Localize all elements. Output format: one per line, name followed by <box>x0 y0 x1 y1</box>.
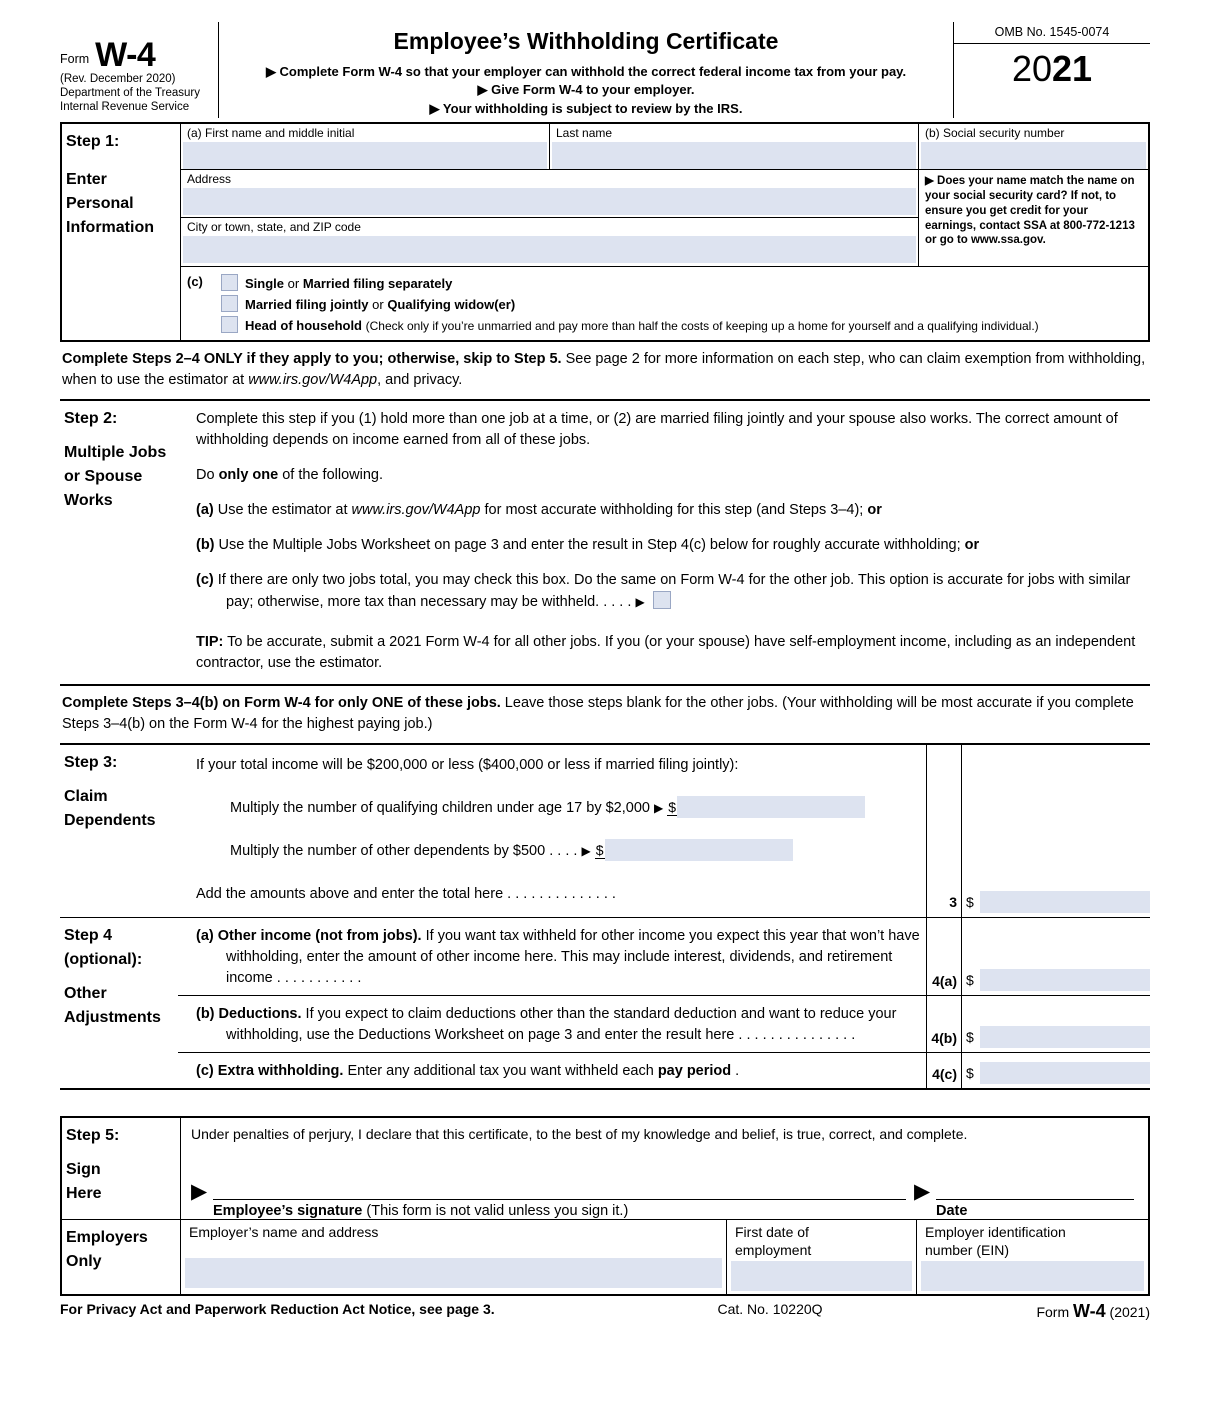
footer-form-id <box>920 1301 1150 1322</box>
ssa-note-text: ▶ Does your name match the name on your social security card? If not, to ensure you get credit for your earnings, contact SSA at 800-772-1213 or go to www.ssa.gov. <box>925 175 1135 247</box>
irs-label: Internal Revenue Service <box>60 101 190 114</box>
step-5-line-2: Sign <box>66 1160 101 1178</box>
step-4b-input[interactable] <box>980 1026 1150 1048</box>
checkbox-married-jointly[interactable] <box>221 295 238 312</box>
step-2-option-a-marker: (a) <box>196 502 214 519</box>
step-3-body <box>178 745 1150 917</box>
step-2-option-b-or: or <box>964 537 980 554</box>
step-2-paragraph-1: Complete this step if you (1) hold more than one job at a time, or (2) are married filing jointly and your spouse also works. The correct amount of withholding depends on income earned from all of these jobs. <box>196 411 1118 449</box>
step-3-line-1-input[interactable] <box>677 796 865 818</box>
filing-status-single-label: Single <box>245 276 285 292</box>
step-2-tip-label: TIP: <box>196 633 224 650</box>
filing-status-single-row <box>221 272 1142 293</box>
form-word-label: Form <box>60 51 90 66</box>
step-5-section <box>60 1118 1150 1220</box>
tax-year-suffix: 21 <box>1052 48 1093 89</box>
step-4c-rest: Enter any additional tax you want withheld each <box>343 1062 658 1079</box>
step-4-line-2: (optional): <box>64 950 143 968</box>
step-1-line-2: Enter <box>66 171 107 189</box>
step-2-option-c <box>196 570 1148 613</box>
step-4c-row-number: 4(c) <box>932 1065 957 1082</box>
step-1-label <box>62 124 180 340</box>
filing-status-jointly-label: Married filing jointly <box>245 297 369 313</box>
header-center-block <box>218 22 954 118</box>
step-3-line-1-text: Multiply the number of qualifying children under age 17 by $2,000 <box>230 799 650 816</box>
date-line[interactable] <box>936 1198 1134 1200</box>
step-4c-bold: Extra withholding. <box>217 1062 344 1079</box>
step-2-tip <box>196 632 1148 674</box>
form-number-label: W-4 <box>95 36 156 74</box>
filing-status-hoh-row <box>221 314 1142 335</box>
step-4-section <box>60 918 1150 1090</box>
city-state-zip-label: City or town, state, and ZIP code <box>187 220 361 235</box>
step-3-intro: If your total income will be $200,000 or less ($400,000 or less if married filing jointly): <box>196 756 739 773</box>
step-2-option-a-or: or <box>867 502 882 519</box>
step-2-option-a <box>196 500 1148 521</box>
ssn-input[interactable] <box>921 142 1146 169</box>
filing-status-hoh-note: (Check only if you’re unmarried and pay more than half the costs of keeping up a home for yourself and a qualifying individual.) <box>365 319 1039 334</box>
privacy-act-notice: For Privacy Act and Paperwork Reduction Act Notice, see page 3. <box>60 1301 495 1318</box>
do-only-one-pre: Do <box>196 467 219 484</box>
first-name-label: (a) First name and middle initial <box>187 126 355 141</box>
checkbox-head-of-household[interactable] <box>221 316 238 333</box>
step-3-line-1-dollar: $ <box>668 798 677 815</box>
step-2-option-b-text: Use the Multiple Jobs Worksheet on page 3 and enter the result in Step 4(c) below for roughly accurate withholding; <box>214 537 965 554</box>
step-3-line-1 <box>230 796 924 819</box>
step-2-option-c-dots: . . . . . <box>595 594 636 611</box>
perjury-statement: Under penalties of perjury, I declare that this certificate, to the best of my knowledge and belief, is true, correct, and complete. <box>191 1125 968 1142</box>
header-right-block <box>954 22 1150 118</box>
signature-line[interactable] <box>213 1198 906 1200</box>
step-3-line-2: Claim <box>64 787 108 805</box>
step-3-row-number: 3 <box>949 893 957 910</box>
step-2-line-3: or Spouse <box>64 468 143 486</box>
ssa-name-match-note <box>919 170 1148 250</box>
step-2-body <box>178 401 1150 683</box>
single-or-word: or <box>284 276 303 292</box>
footer-form-word: Form <box>1036 1304 1073 1321</box>
signature-row <box>191 1179 1142 1220</box>
form-instruction-2: ▶ Give Form W-4 to your employer. <box>477 82 695 98</box>
step-2-title: Step 2: <box>64 410 118 428</box>
filing-status-jointly-row <box>221 293 1142 314</box>
last-name-label: Last name <box>556 126 613 141</box>
step-4c-input[interactable] <box>980 1062 1150 1084</box>
step-2-option-a-post: for most accurate withholding for this step (and Steps 3–4); <box>480 502 868 519</box>
step-4c-bold-2: pay period <box>657 1062 732 1079</box>
step-2-option-a-pre: Use the estimator at <box>213 502 352 519</box>
estimator-url-1[interactable]: www.irs.gov/W4App <box>248 372 378 389</box>
step-2-option-b <box>196 535 1148 556</box>
form-title: Employee’s Withholding Certificate <box>393 28 779 54</box>
steps-3-4b-notice-rest: Leave those steps blank for the other jobs. (Your withholding will be most accurate if you complete Steps 3–4(b) on the Form W-4 for the highest paying job.) <box>62 694 1134 732</box>
step-4b-bold: Deductions. <box>218 1005 302 1022</box>
steps-2-4-notice-tail: , and privacy. <box>377 372 463 389</box>
step-4a-dots: . . . . . . . . . . . <box>272 969 362 986</box>
step-2-option-b-marker: (b) <box>196 537 215 554</box>
steps-3-4b-notice-bold: Complete Steps 3–4(b) on Form W-4 for only ONE of these jobs. <box>62 694 501 711</box>
employers-only-line-2: Only <box>66 1253 102 1271</box>
step-3-total-dollar: $ <box>966 893 974 910</box>
filing-status-marker: (c) <box>187 274 203 290</box>
step-2-section <box>60 401 1150 685</box>
form-revision-label: (Rev. December 2020) <box>60 73 176 85</box>
step-3-total-line <box>196 884 924 905</box>
step-4c-dots: . <box>731 1062 740 1079</box>
filing-status-hoh-label: Head of household <box>245 318 362 334</box>
estimator-url-2[interactable]: www.irs.gov/W4App <box>351 502 481 519</box>
date-field-group[interactable] <box>914 1179 1142 1220</box>
step-5-title: Step 5: <box>66 1126 120 1144</box>
step-3-line-2-dots: . . . . <box>549 842 582 859</box>
signature-note: (This form is not valid unless you sign it.) <box>362 1203 629 1220</box>
step-4a-rest: If you want tax withheld for other income you expect this year that won’t have withholding, enter the amount of other income here. This may include interest, dividends, and retirement income <box>226 927 920 986</box>
employers-only-section <box>60 1220 1150 1296</box>
employer-name-address-input[interactable] <box>185 1258 722 1288</box>
step-5-line-3: Here <box>66 1184 102 1202</box>
step-5-body <box>180 1118 1148 1220</box>
step-2-tip-text: To be accurate, submit a 2021 Form W-4 for all other jobs. If you (or your spouse) have self-employment income, including as an independent contractor, use the estimator. <box>196 633 1136 671</box>
city-state-zip-input[interactable] <box>183 236 916 263</box>
step-3-line-1-arrow: ▶ <box>654 800 664 815</box>
step-1-fields <box>180 124 1148 340</box>
signature-label: Employee’s signature <box>213 1203 363 1220</box>
step-4b-text <box>196 1004 924 1046</box>
do-only-one-post: of the following. <box>278 467 383 484</box>
step-4a-input[interactable] <box>980 969 1150 991</box>
step-4c-text <box>196 1061 924 1082</box>
step-3-label <box>60 745 178 917</box>
signature-arrow-icon: ▶ <box>191 1179 208 1203</box>
employers-only-line-1: Employers <box>66 1229 148 1247</box>
step-4-title: Step 4 <box>64 926 113 944</box>
ein-label-2: number (EIN) <box>925 1241 1010 1258</box>
ssn-label: (b) Social security number <box>925 126 1065 141</box>
steps-2-4-notice-bold: Complete Steps 2–4 ONLY if they apply to you; otherwise, skip to Step 5. <box>62 351 562 368</box>
checkbox-single[interactable] <box>221 274 238 291</box>
step-4b-dots: . . . . . . . . . . . . . . . <box>734 1026 856 1043</box>
first-date-employment-input[interactable] <box>731 1261 912 1291</box>
employers-only-label <box>62 1220 180 1294</box>
filing-status-widow-label: Qualifying widow(er) <box>387 297 516 313</box>
step-4b-dollar: $ <box>966 1028 974 1045</box>
treasury-label: Department of the Treasury <box>60 87 200 100</box>
form-header <box>60 22 1150 124</box>
employers-only-fields <box>180 1220 1148 1294</box>
step-4-line-3: Other <box>64 984 107 1002</box>
step-3-total-input[interactable] <box>980 891 1150 913</box>
step-3-section <box>60 745 1150 918</box>
filing-status-married-sep-label: Married filing separately <box>302 276 453 292</box>
tax-year <box>954 44 1150 90</box>
header-left-block <box>60 22 218 118</box>
first-date-employment-label-1: First date of <box>735 1224 809 1241</box>
step-3-line-2 <box>230 839 924 862</box>
form-instruction-3: ▶ Your withholding is subject to review by the IRS. <box>429 100 743 116</box>
step-3-total-dots: . . . . . . . . . . . . . . <box>507 885 616 902</box>
step-2-line-2: Multiple Jobs <box>64 444 167 462</box>
date-arrow-icon: ▶ <box>914 1179 931 1203</box>
tax-year-prefix: 20 <box>1011 48 1052 89</box>
omb-number: OMB No. 1545-0074 <box>954 22 1150 44</box>
step-2-label <box>60 401 178 683</box>
step-1-section <box>60 124 1150 342</box>
step-4c-dollar: $ <box>966 1064 974 1081</box>
address-input[interactable] <box>183 188 916 215</box>
step-1-line-4: Information <box>66 219 154 237</box>
catalog-number: Cat. No. 10220Q <box>717 1301 823 1318</box>
step-4-label <box>60 918 178 1088</box>
step-5-label <box>62 1118 180 1220</box>
step-3-total-text: Add the amounts above and enter the total here <box>196 885 504 902</box>
employer-name-address-label: Employer’s name and address <box>189 1224 379 1241</box>
step-1-title: Step 1: <box>66 133 120 151</box>
form-footer <box>60 1296 1150 1322</box>
step-4b-row-number: 4(b) <box>931 1029 957 1046</box>
step-4a-row-number: 4(a) <box>932 972 957 989</box>
steps-2-4-notice-rest: See page 2 for more information on each step, who can claim exemption from withholding, when to use the estimator at <box>62 351 1146 389</box>
step-3-line-2-dollar: $ <box>595 841 604 858</box>
step-3-line-2-input[interactable] <box>605 839 793 861</box>
ein-label-1: Employer identification <box>925 1224 1066 1241</box>
jointly-or-word: or <box>368 297 388 313</box>
steps-2-4-notice <box>60 342 1150 401</box>
step-4a-marker: (a) <box>196 927 214 944</box>
step-4-body <box>178 918 1150 1088</box>
address-label: Address <box>187 172 232 187</box>
checkbox-two-jobs-total[interactable] <box>653 591 671 609</box>
step-2-line-4: Works <box>64 492 113 510</box>
footer-form-number: W-4 <box>1073 1301 1106 1322</box>
date-label: Date <box>936 1203 968 1220</box>
step-4a-text <box>196 926 924 989</box>
step-4b-marker: (b) <box>196 1005 215 1022</box>
signature-field-group[interactable] <box>191 1179 914 1220</box>
first-date-employment-label-2: employment <box>735 1241 812 1258</box>
step-3-title: Step 3: <box>64 753 118 771</box>
step-3-line-2-text: Multiply the number of other dependents by $500 <box>230 842 546 859</box>
step-4-line-4: Adjustments <box>64 1008 161 1026</box>
step-4a-bold: Other income (not from jobs). <box>217 927 422 944</box>
step-2-option-c-arrow: ▶ <box>635 595 645 610</box>
do-only-one-bold: only one <box>218 467 279 484</box>
last-name-input[interactable] <box>552 142 916 169</box>
step-3-line-3: Dependents <box>64 811 156 829</box>
step-1-line-3: Personal <box>66 195 134 213</box>
step-4b-rest: If you expect to claim deductions other than the standard deduction and want to reduce your withholding, use the Deductions Worksheet on page 3 and enter the result here <box>226 1005 897 1043</box>
steps-3-4b-notice <box>60 686 1150 745</box>
ein-input[interactable] <box>921 1261 1144 1291</box>
step-4a-dollar: $ <box>966 971 974 988</box>
step-2-option-c-text: If there are only two jobs total, you may check this box. Do the same on Form W-4 for the other job. This option is accurate for jobs with similar pay; otherwise, more tax than necessary may be withheld <box>213 572 1131 611</box>
first-name-input[interactable] <box>183 142 547 169</box>
footer-form-year: (2021) <box>1105 1304 1150 1321</box>
step-2-paragraph-2 <box>196 465 1148 486</box>
step-3-line-2-arrow: ▶ <box>581 843 591 858</box>
step-2-option-c-marker: (c) <box>196 572 214 589</box>
step-4c-marker: (c) <box>196 1062 214 1079</box>
form-instruction-1: ▶ Complete Form W-4 so that your employer can withhold the correct federal income tax from your pay. <box>265 64 907 79</box>
